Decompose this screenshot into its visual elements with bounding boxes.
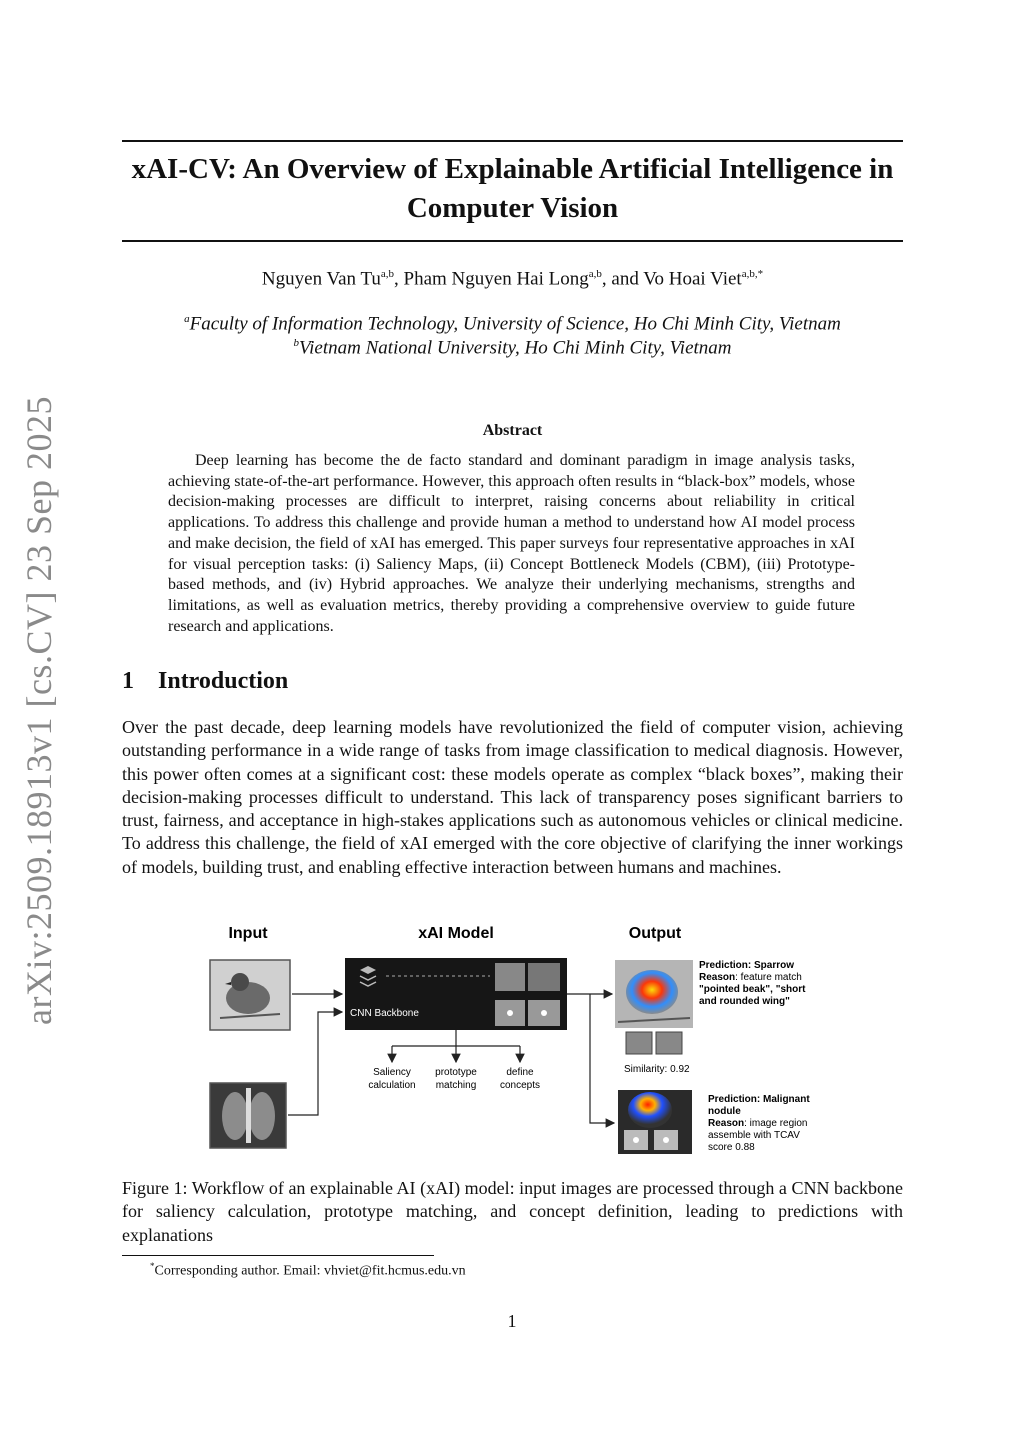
prototype-thumbnail — [656, 1032, 682, 1054]
output-xray-saliency — [618, 1090, 692, 1154]
input-xray-image — [210, 1083, 286, 1148]
page-number: 1 — [507, 1311, 517, 1331]
prediction-nodule: Prediction: Malignant nodule Reason: image region assemble with TCAV score 0.88 — [708, 1094, 810, 1153]
title-top-rule — [122, 140, 903, 142]
intro-paragraph: Over the past decade, deep learning models have revolutionized the field of computer vision, achieving outstanding performance in a wide range of tasks from image classification to medical diagnosis. However, this power often comes at a significant cost: these models operate as complex “black boxes”, making their decision-making processes difficult to understand. This lack of transparency poses significant barriers to trust, fairness, and acceptance in high-stakes applications such as autonomous vehicles or clinical medicine. To address this challenge, the field of xAI emerged with the core objective of clarifying the inner workings of models, building trust, and enabling effective interaction between humans and machines. — [122, 717, 903, 877]
affiliation: $^a$Faculty of Information Technology, University of Science, Ho Chi Minh City, Vietnam — [184, 313, 841, 335]
similarity-score: Similarity: 0.92 — [624, 1064, 690, 1075]
figure-caption: Figure 1: Workflow of an explainable AI (xAI) model: input images are processed through a CNN backbone for saliency calculation, prototype matching, and concept definition, leading to predictions with explanations — [122, 1178, 903, 1245]
prototype-thumbnail — [626, 1032, 652, 1054]
author-affil-mark: a,b — [380, 268, 395, 280]
author-name: Vo Hoai Viet — [643, 268, 742, 290]
figure-input-header: Input — [228, 925, 268, 942]
step-saliency: Saliency calculation — [368, 1067, 416, 1091]
section-title: Introduction — [158, 668, 289, 694]
figure-output-header: Output — [628, 925, 682, 942]
output-sparrow-saliency — [615, 960, 693, 1028]
abstract-heading: Abstract — [482, 422, 543, 439]
arxiv-identifier: arXiv:2509.18913v1 [cs.CV] 23 Sep 2025 — [19, 396, 59, 1025]
title-bottom-rule — [122, 240, 903, 242]
section-heading — [122, 668, 288, 695]
footnote: *Corresponding author. Email: vhviet@fit.hcmus.edu.vn — [150, 1261, 466, 1279]
abstract-body: Deep learning has become the de facto standard and dominant paradigm in image analysis tasks, achieving state-of-the-art performance. However, this approach often results in “black-box” models, whose decision-making processes are difficult to interpret, raising concerns about reliability in critical applications. To address this challenge and provide human a method to understand how AI model process and make decision, the field of xAI has emerged. This paper surveys four representative approaches in xAI for visual perception tasks: (i) Saliency Maps, (ii) Concept Bottleneck Models (CBM), (iii) Prototype-based methods, and (iv) Hybrid approaches. We analyze their underlying mechanisms, strengths and limitations, as well as evaluation metrics, thereby providing a comprehensive overview to guide future research and applications. — [168, 452, 855, 635]
feature-thumbnail — [528, 963, 560, 991]
author-affil-mark: a,b,* — [741, 268, 764, 280]
cnn-backbone-block — [345, 958, 567, 1030]
paper-title: xAI-CV: An Overview of Explainable Artificial Intelligence in Computer Vision — [131, 153, 894, 224]
feature-thumbnail — [495, 963, 525, 991]
author-name: Pham Nguyen Hai Long — [403, 268, 589, 290]
figure-model-header: xAI Model — [418, 925, 494, 942]
footnote-rule — [122, 1255, 434, 1256]
step-prototype: prototype matching — [435, 1067, 477, 1091]
prediction-sparrow: Prediction: Sparrow Reason: feature match "pointed beak", "short and rounded wing" — [699, 960, 806, 1007]
workflow-figure — [200, 918, 840, 1163]
affiliation: $^b$Vietnam National University, Ho Chi Minh City, Vietnam — [293, 337, 732, 359]
author-name: Nguyen Van Tu — [261, 268, 381, 290]
backbone-label: CNN Backbone — [350, 1008, 419, 1019]
input-sparrow-image — [210, 960, 290, 1030]
author-affil-mark: a,b — [588, 268, 602, 280]
section-number: 1 — [122, 668, 134, 694]
author-list: Nguyen Van Tu$^{a,b}$, Pham Nguyen Hai Long$^{a,b}$, and Vo Hoai Viet$^{a,b,*}$ — [261, 268, 764, 290]
step-concepts: define concepts — [499, 1067, 541, 1091]
